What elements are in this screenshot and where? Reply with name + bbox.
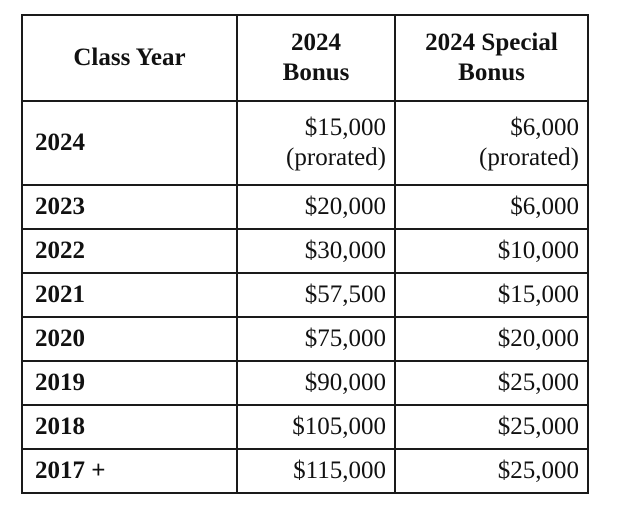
bonus-cell <box>237 101 395 185</box>
bonus-cell: $90,000 <box>237 361 395 405</box>
special-bonus-cell: $25,000 <box>395 449 588 493</box>
special-bonus-cell: $25,000 <box>395 405 588 449</box>
bonus-cell: $20,000 <box>237 185 395 229</box>
header-class-year <box>22 15 237 101</box>
special-bonus-cell: $10,000 <box>395 229 588 273</box>
special-bonus-cell: $20,000 <box>395 317 588 361</box>
class-year-cell: 2019 <box>22 361 237 405</box>
class-year-cell: 2023 <box>22 185 237 229</box>
table-header <box>22 15 588 101</box>
bonus-cell: $30,000 <box>237 229 395 273</box>
special-bonus-cell: $25,000 <box>395 361 588 405</box>
table-row <box>22 317 588 361</box>
special-bonus-note: (prorated) <box>479 144 579 171</box>
header-2024-bonus <box>237 15 395 101</box>
header-special-bonus-line1: 2024 Special <box>425 29 558 56</box>
table-row <box>22 361 588 405</box>
table-row <box>22 185 588 229</box>
table-row <box>22 449 588 493</box>
header-special-bonus-line2: Bonus <box>458 59 525 86</box>
header-2024-bonus-line2: Bonus <box>282 59 350 86</box>
bonus-table <box>21 14 589 494</box>
bonus-amount: $15,000 <box>304 114 386 141</box>
header-2024-special-bonus <box>395 15 588 101</box>
bonus-cell: $105,000 <box>237 405 395 449</box>
class-year-cell: 2017 + <box>22 449 237 493</box>
bonus-cell: $75,000 <box>237 317 395 361</box>
header-class-year-label: Class Year <box>73 44 186 71</box>
table-row <box>22 405 588 449</box>
header-row <box>22 15 588 101</box>
special-bonus-amount: $6,000 <box>510 114 579 141</box>
table-row <box>22 229 588 273</box>
class-year-cell: 2020 <box>22 317 237 361</box>
bonus-cell: $115,000 <box>237 449 395 493</box>
class-year-cell: 2022 <box>22 229 237 273</box>
header-2024-bonus-line1: 2024 <box>291 29 341 56</box>
class-year-cell: 2021 <box>22 273 237 317</box>
special-bonus-cell: $6,000 <box>395 185 588 229</box>
bonus-cell: $57,500 <box>237 273 395 317</box>
special-bonus-cell <box>395 101 588 185</box>
special-bonus-cell: $15,000 <box>395 273 588 317</box>
bonus-note: (prorated) <box>286 144 386 171</box>
table-row <box>22 101 588 185</box>
table-row <box>22 273 588 317</box>
class-year-cell: 2024 <box>22 101 237 185</box>
class-year-cell: 2018 <box>22 405 237 449</box>
table-body <box>22 101 588 493</box>
